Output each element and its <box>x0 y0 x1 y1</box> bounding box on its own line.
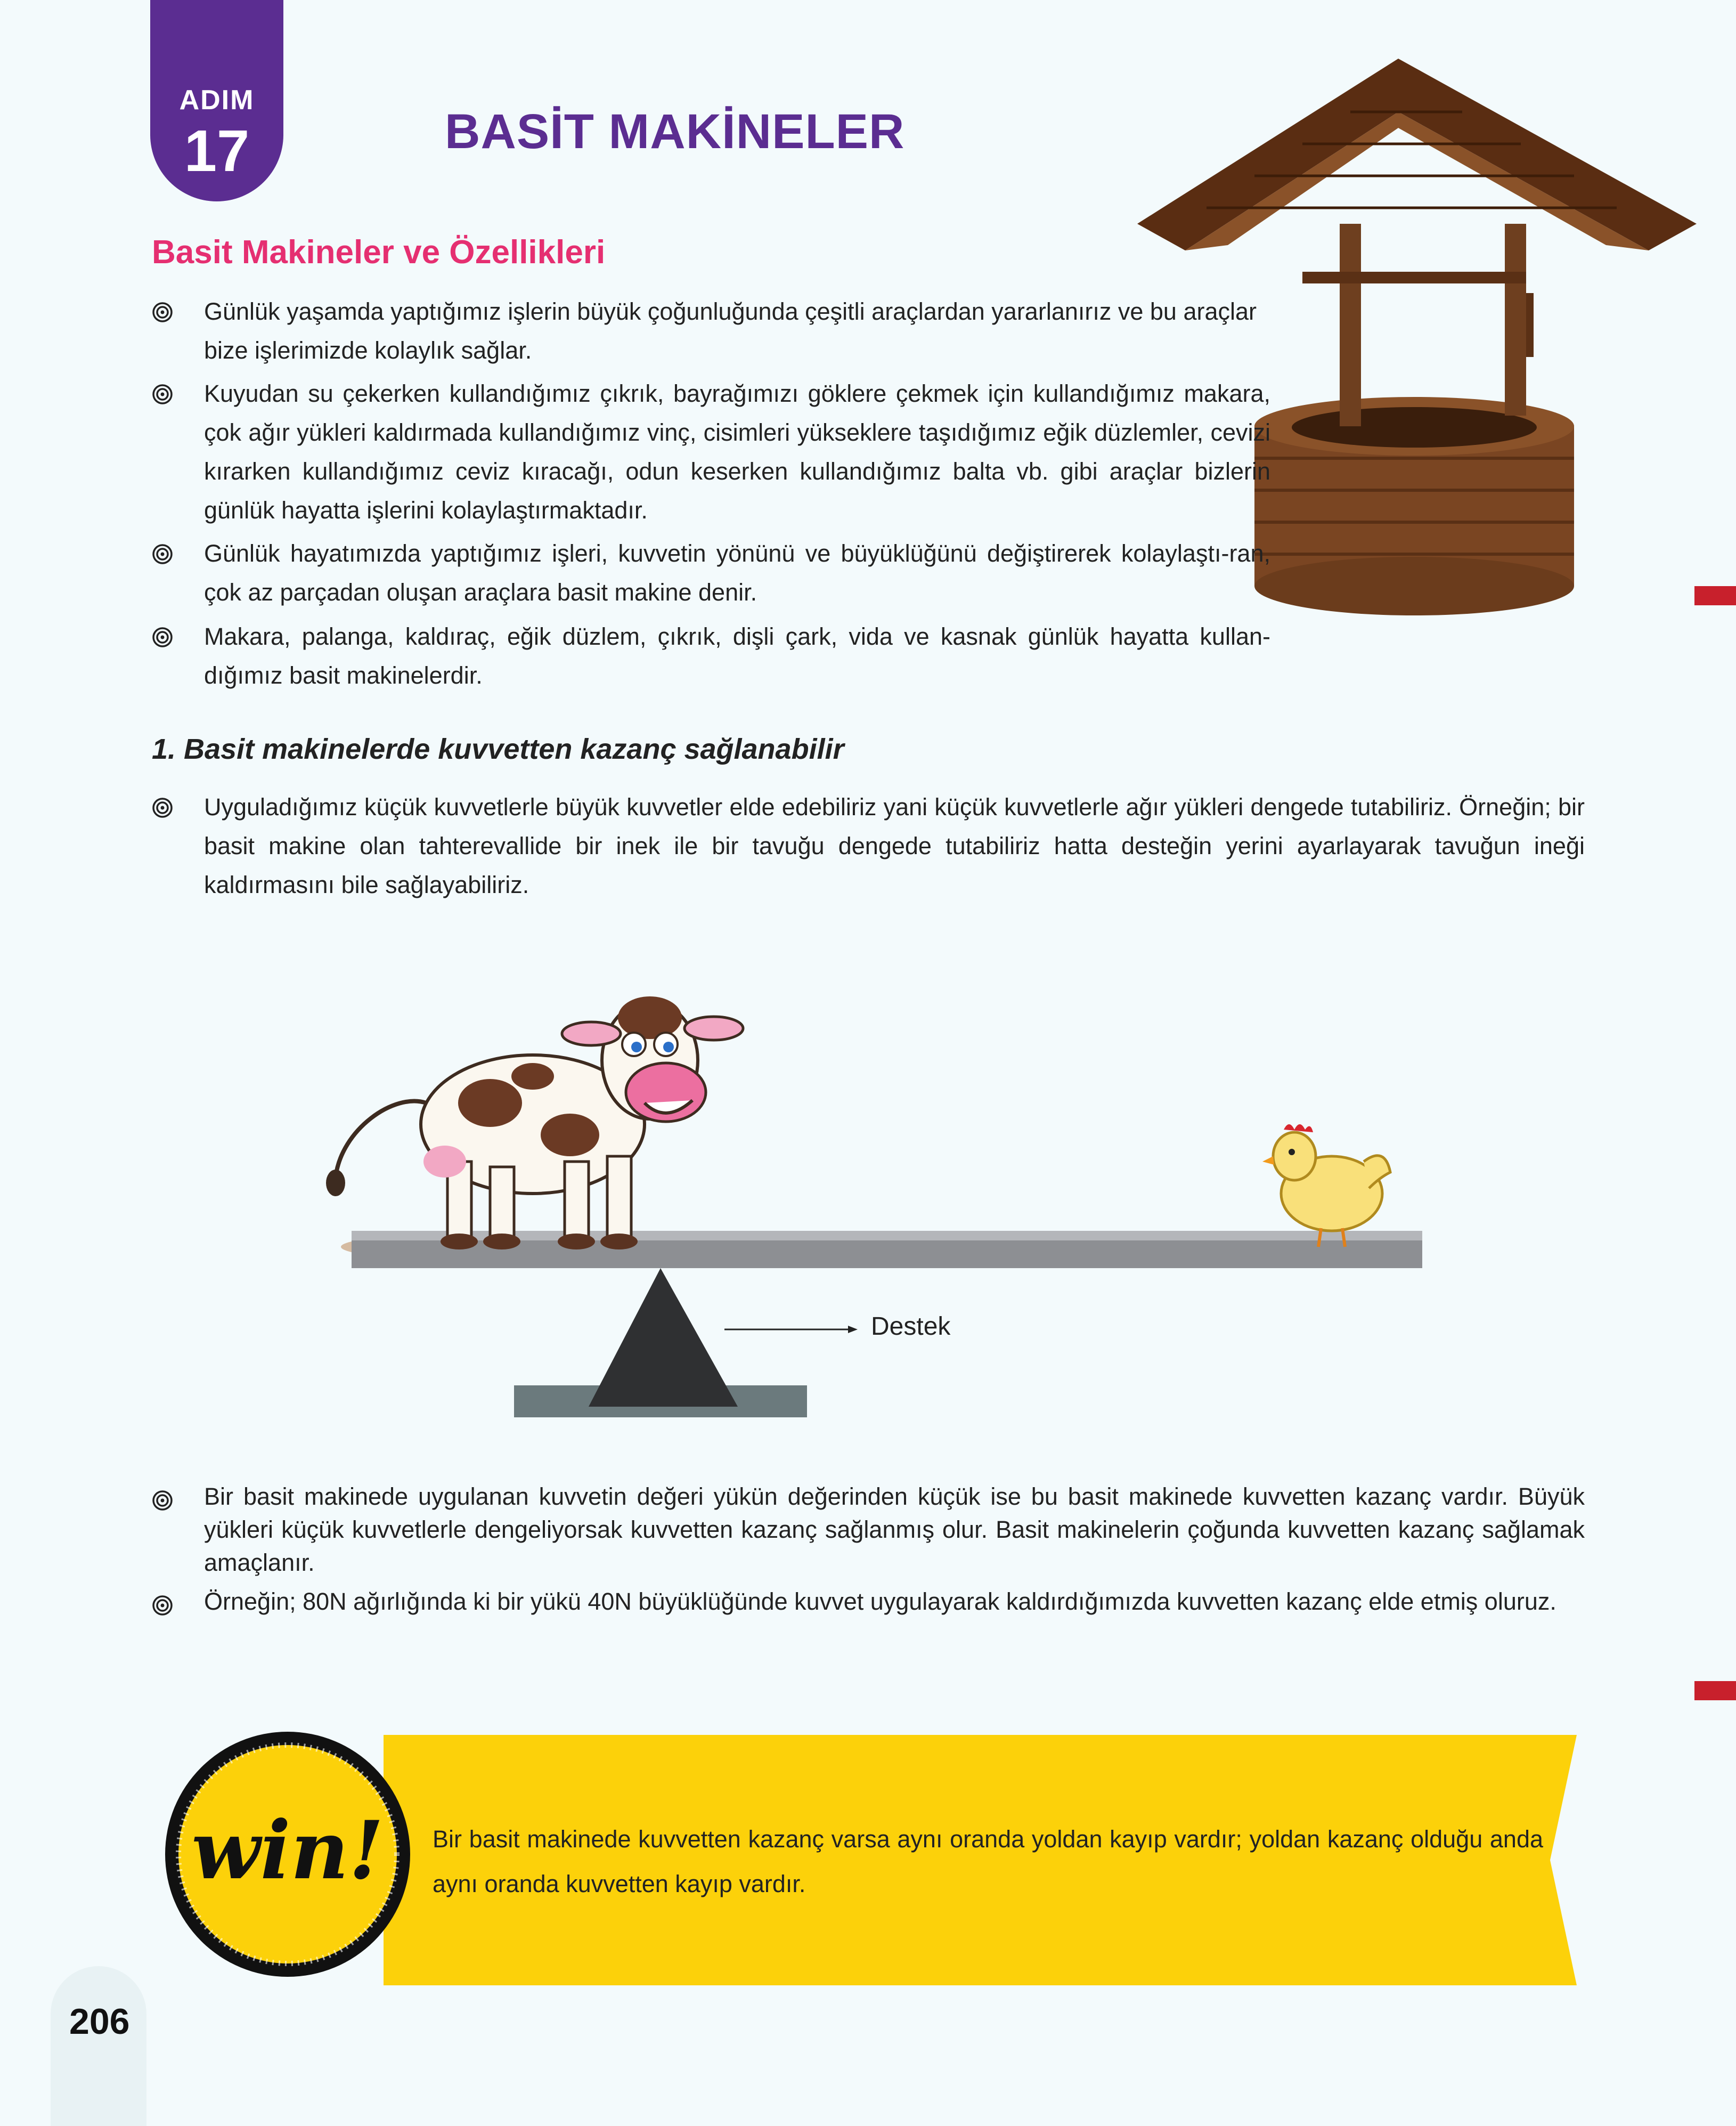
win-logo-text: win! <box>191 1804 384 1897</box>
spiral-bullet-icon <box>152 797 173 818</box>
step-label: ADIM <box>179 85 255 116</box>
bullet-text: Kuyudan su çekerken kullandığımız çıkrık, bayrağımızı göklere çekmek için kullandığımız makara, çok ağır yükleri kaldırmada kullandığımız vinç, cisimleri yükseklere taşıdığımız eğik düzlemler, cevizi kırarken kullandığımız ceviz kıracağı, odun keserken kullandığımız balta vb. gibi araçlar bizlerin günlük hayatta işlerini kolaylaştırmaktadır. <box>204 380 1270 524</box>
spiral-bullet-icon <box>152 1595 173 1616</box>
edge-stripe <box>1694 1681 1736 1700</box>
bullet-item <box>152 1585 1585 1618</box>
cow-illustration <box>326 996 743 1249</box>
step-badge <box>150 0 283 201</box>
bullet-text: Bir basit makinede uygulanan kuvvetin değeri yükün değerinden küçük ise bu basit makinede kuvvetten kazanç vardır. Büyük yükleri küçük kuvvetlerle dengeliyorsak kuvvetten kazanç sağlanmış olur. Basit makinelerin çoğunda kuvvetten kazanç sağlamak amaçlanır. <box>204 1483 1585 1576</box>
bullet-text: Uyguladığımız küçük kuvvetlerle büyük kuvvetler elde edebiliriz yani küçük kuvvetlerle ağır yükleri dengede tutabiliriz. Örneğin; bir basit makine olan tahterevallide bir inek ile bir tavuğu dengede tutabiliriz hatta desteğin yerini ayarlayarak tavuğun ineği kaldırmasını bile sağlayabiliriz. <box>204 793 1585 898</box>
section-title: Basit Makineler ve Özellikleri <box>152 234 606 271</box>
seesaw-figure <box>320 959 1438 1439</box>
win-logo-badge <box>160 1726 415 1982</box>
page-number: 206 <box>69 2001 130 2042</box>
spiral-bullet-icon <box>152 543 173 565</box>
bullet-text: Günlük hayatımızda yaptığımız işleri, kuvvetin yönünü ve büyüklüğünü değiştirerek kolaylaştı-ran, çok az parçadan oluşan araçlara basit makine denir. <box>204 540 1270 606</box>
bullet-text: Makara, palanga, kaldıraç, eğik düzlem, çıkrık, dişli çark, vida ve kasnak günlük hayatta kullan-dığımız basit makinelerdir. <box>204 623 1270 689</box>
step-number: 17 <box>184 118 250 184</box>
spiral-bullet-icon <box>152 302 173 323</box>
spiral-bullet-icon <box>152 1490 173 1511</box>
page-title: BASİT MAKİNELER <box>445 104 905 159</box>
bullet-item <box>152 374 1270 530</box>
support-triangle <box>589 1268 738 1407</box>
bullet-text: Örneğin; 80N ağırlığında ki bir yükü 40N büyüklüğünde kuvvet uygulayarak kaldırdığımızda kuvvetten kazanç elde etmiş oluruz. <box>204 1588 1556 1615</box>
page-number-background <box>51 1966 146 2126</box>
spiral-bullet-icon <box>152 384 173 405</box>
bullet-item <box>152 788 1585 904</box>
bullet-item <box>152 534 1270 612</box>
win-text: Bir basit makinede kuvvetten kazanç varsa aynı oranda yoldan kayıp vardır; yoldan kazanç olduğu anda aynı oranda kuvvetten kayıp vardır. <box>433 1825 1543 1897</box>
bullet-item <box>152 292 1270 370</box>
bullet-item <box>152 617 1270 695</box>
support-label: Destek <box>871 1312 951 1341</box>
spiral-bullet-icon <box>152 627 173 648</box>
bullet-text: Günlük yaşamda yaptığımız işlerin büyük çoğunluğunda çeşitli araçlardan yararlanırız ve bu araçlar bize işlerimizde kolaylık sağlar. <box>204 298 1257 364</box>
hen-illustration <box>1262 1124 1390 1247</box>
subheading: 1. Basit makinelerde kuvvetten kazanç sağlanabilir <box>152 733 844 765</box>
bullet-item <box>152 1480 1585 1579</box>
edge-stripe <box>1694 586 1736 605</box>
